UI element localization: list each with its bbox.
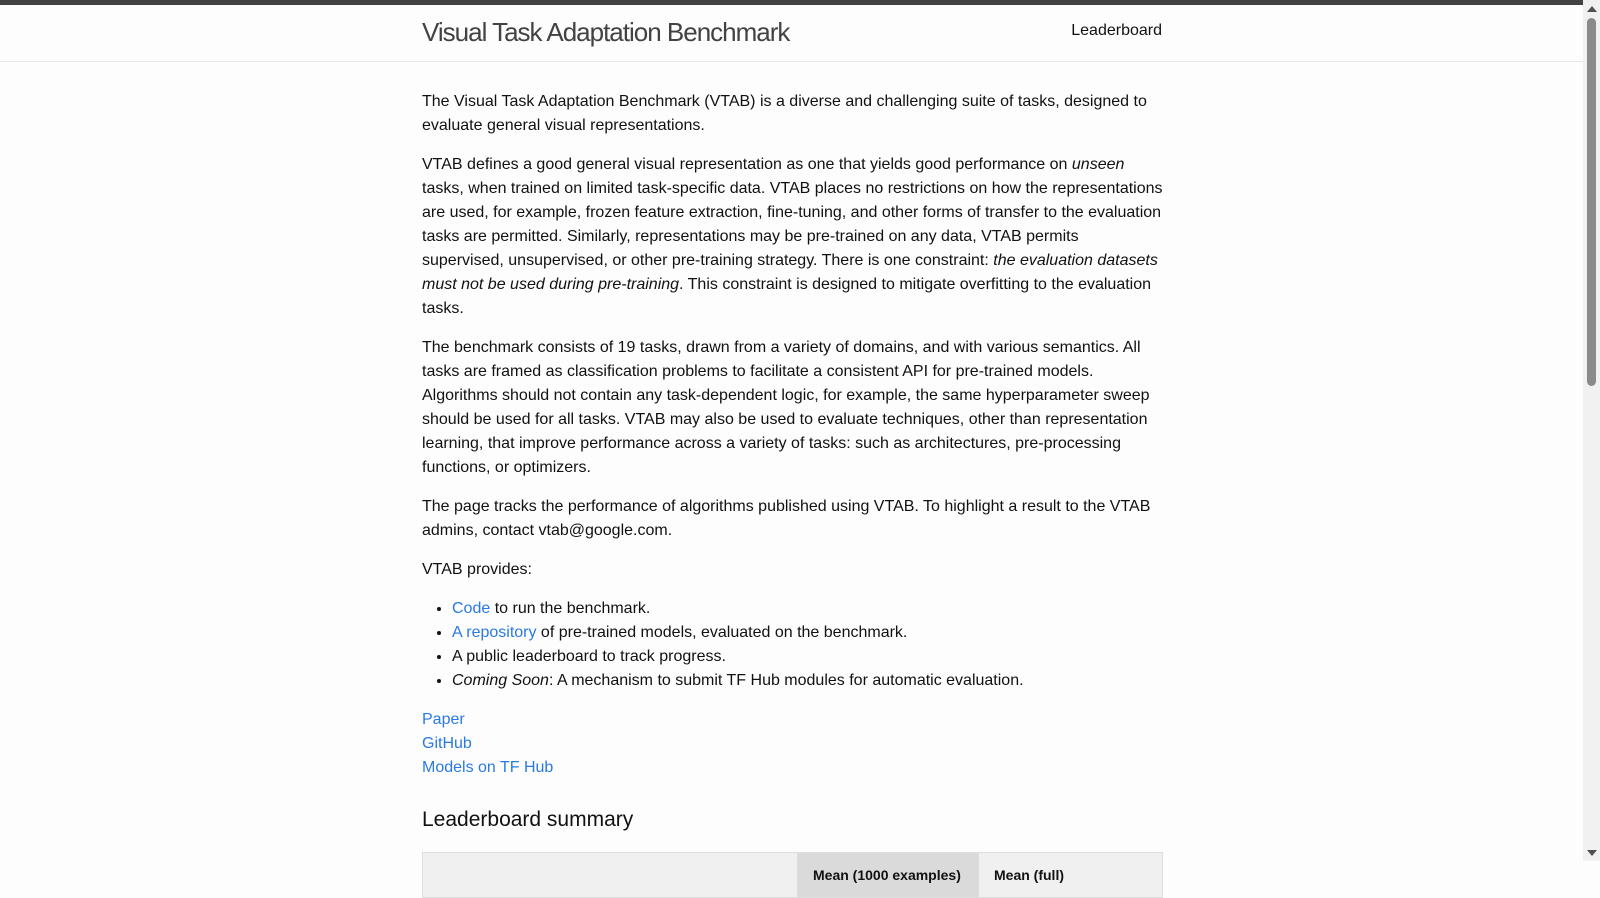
scroll-up-button[interactable] [1583, 0, 1600, 17]
scroll-up-arrow-icon [1587, 6, 1597, 12]
intro-p2-emphasis-constraint: the evaluation datasets must not be used during pre-training [422, 252, 1158, 293]
scroll-down-button[interactable] [1583, 844, 1600, 861]
intro-paragraph-5: VTAB provides: [422, 561, 532, 578]
repository-link[interactable]: A repository [452, 624, 537, 641]
intro-p2-text-c: . This constraint is designed to mitigate overfitting to the evaluation tasks. [422, 276, 1152, 317]
site-header [0, 5, 1583, 62]
intro-p2-text-a: VTAB defines a good general visual representation as one that yields good performance on [422, 156, 1072, 173]
models-tfhub-link[interactable]: Models on TF Hub [422, 759, 554, 776]
column-header-mean-1000[interactable]: Mean (1000 examples) [798, 853, 979, 898]
provides-item-coming-soon [452, 669, 1164, 693]
provides-item-code-text: to run the benchmark. [490, 600, 651, 617]
leaderboard-summary-table [422, 852, 1163, 898]
github-link[interactable]: GitHub [422, 735, 472, 752]
intro-p2-text-b: tasks, when trained on limited task-specific data. VTAB places no restrictions on how the representations are used, for example, frozen feature extraction, fine-tuning, and other forms of transfer to the evaluation tasks are permitted. Similarly, representations may be pre-trained on any data, VTAB permits supervised, unsupervised, or other pre-training strategy. There is one constraint: [422, 180, 1163, 269]
scrollbar-thumb[interactable] [1587, 18, 1596, 386]
provides-item-repository [452, 621, 1164, 645]
vertical-scrollbar[interactable] [1583, 0, 1600, 861]
provides-item-repository-text: of pre-trained models, evaluated on the benchmark. [536, 624, 908, 641]
nav-leaderboard-link[interactable]: Leaderboard [1071, 22, 1162, 39]
provides-item-coming-soon-text: : A mechanism to submit TF Hub modules for automatic evaluation. [548, 672, 1024, 689]
code-link[interactable]: Code [452, 600, 491, 617]
intro-p2-emphasis-unseen: unseen [1071, 156, 1125, 173]
leaderboard-summary-heading: Leaderboard summary [422, 808, 634, 831]
column-header-mean-full[interactable]: Mean (full) [979, 853, 1163, 898]
intro-paragraph-1: The Visual Task Adaptation Benchmark (VTAB) is a diverse and challenging suite of tasks, designed to evaluate general visual representations. [422, 93, 1147, 134]
site-title-link[interactable]: Visual Task Adaptation Benchmark [422, 17, 790, 47]
intro-paragraph-2 [422, 153, 1164, 321]
table-header-row [423, 853, 1163, 898]
intro-paragraph-4: The page tracks the performance of algorithms published using VTAB. To highlight a result to the VTAB admins, contact vtab@google.com. [422, 498, 1151, 539]
coming-soon-label: Coming Soon [452, 672, 549, 689]
column-header-model[interactable] [423, 853, 798, 898]
scroll-down-arrow-icon [1587, 850, 1597, 856]
provides-list [422, 597, 1164, 693]
provides-item-leaderboard: • A public leaderboard to track progress. [452, 645, 1164, 669]
main-content [422, 90, 1164, 898]
resource-links [422, 708, 1164, 780]
provides-item-code [452, 597, 1164, 621]
paper-link[interactable]: Paper [422, 711, 465, 728]
intro-paragraph-3: The benchmark consists of 19 tasks, drawn from a variety of domains, and with various semantics. All tasks are framed as classification problems to facilitate a consistent API for pre-trained models. Algorithms should not contain any task-dependent logic, for example, the same hyperparameter sweep should be used for all tasks. VTAB may also be used to evaluate techniques, other than representation learning, that improve performance across a variety of tasks: such as architectures, pre-processing functions, or optimizers. [422, 339, 1150, 476]
